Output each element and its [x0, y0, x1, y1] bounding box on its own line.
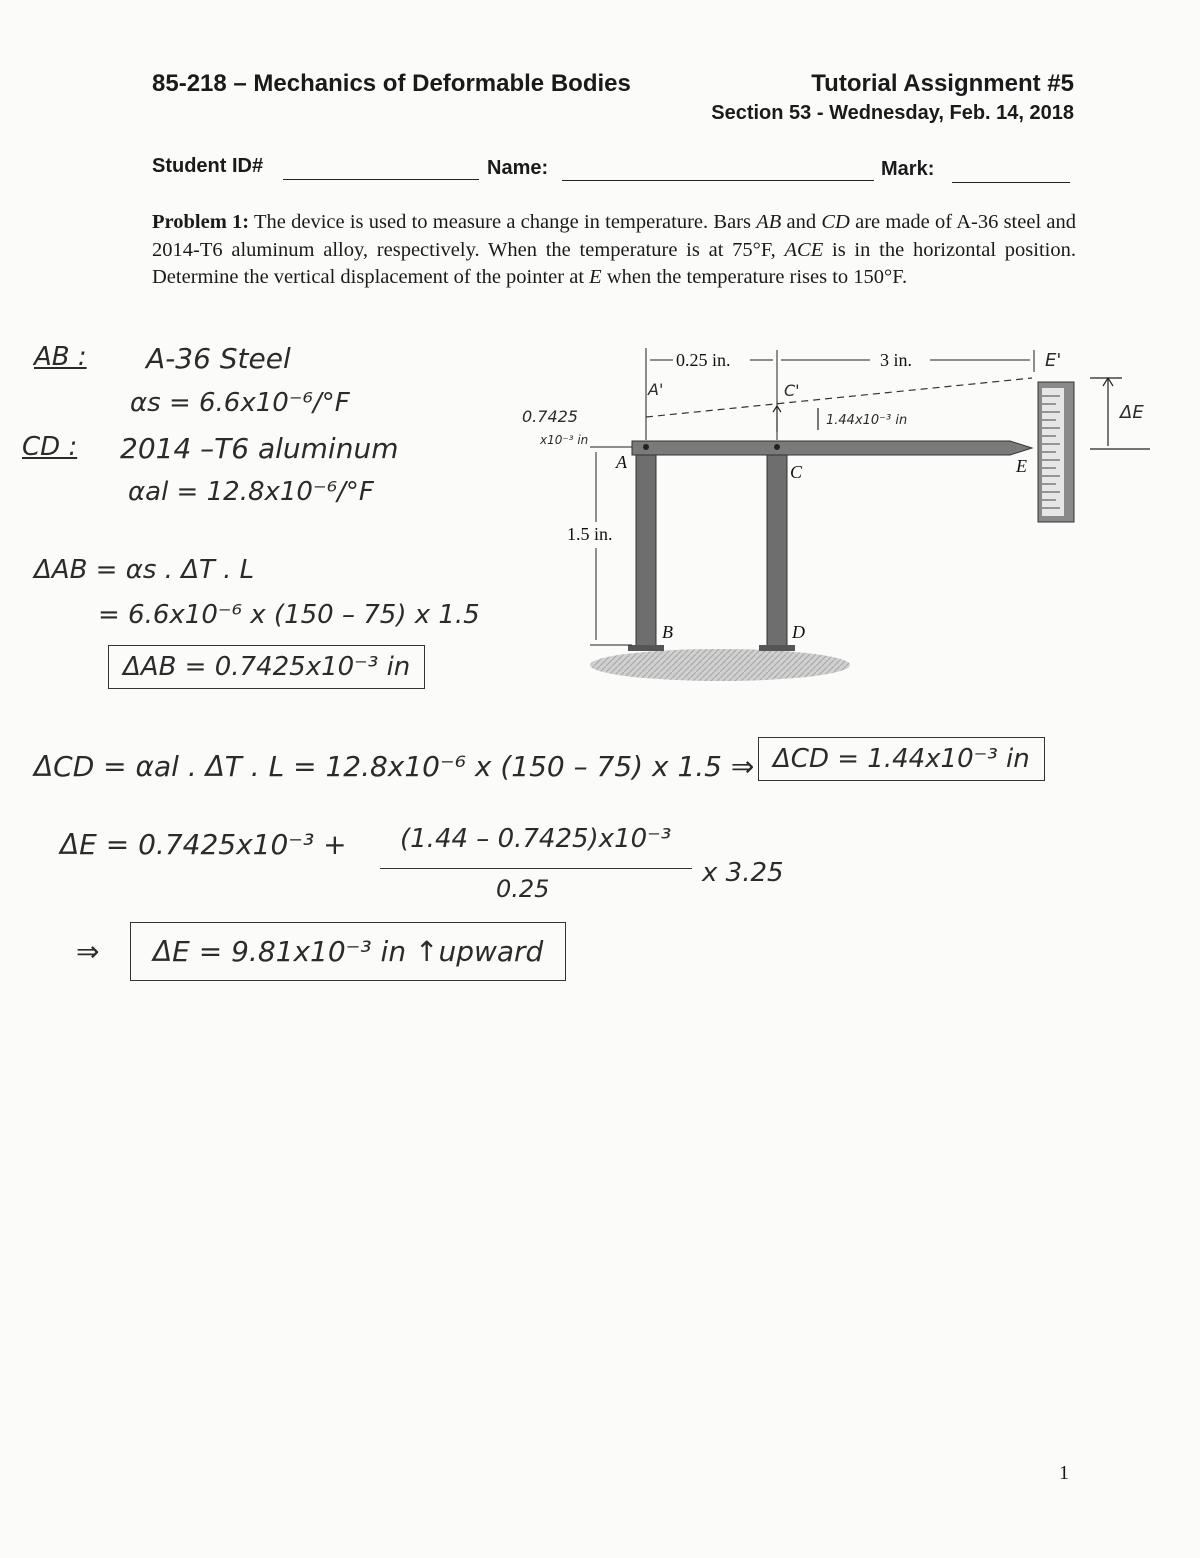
page-number: 1 [1059, 1462, 1069, 1484]
segment-ace: ACE [784, 238, 824, 261]
dim-height: 1.5 in. [567, 524, 613, 544]
annot-a-disp-1: 0.7425 [522, 407, 578, 426]
note-delta-e-numerator: (1.44 – 0.7425)x10⁻³ [400, 824, 672, 854]
annot-delta-e: ΔE [1120, 402, 1144, 423]
point-e: E [589, 266, 602, 288]
bar-cd: CD [821, 211, 850, 233]
implies-arrow: ⇒ [76, 935, 100, 968]
problem-label: Problem 1: [152, 211, 250, 233]
pointer-ace [632, 441, 1032, 455]
label-d: D [792, 622, 805, 642]
note-cd-label: CD : [22, 432, 78, 462]
problem-text-2: and [781, 211, 822, 233]
fraction-bar [380, 868, 692, 869]
note-delta-e-multiplier: x 3.25 [702, 858, 784, 888]
problem-text-3: are made of A-36 steel and 2014-T6 aluminum alloy, respectively. When the temperature is at 75°F, [152, 211, 1076, 261]
note-alpha-steel: αs = 6.6x10⁻⁶/°F [130, 388, 350, 418]
bar-ab: AB [756, 211, 782, 233]
deflected-line [646, 378, 1032, 417]
section-info: Section 53 - Wednesday, Feb. 14, 2018 [711, 102, 1074, 124]
note-delta-ab-formula: ΔAB = αs . ΔT . L [34, 555, 255, 585]
note-alpha-aluminum: αal = 12.8x10⁻⁶/°F [128, 477, 374, 507]
pin-c [774, 444, 780, 450]
bar-cd-shape [767, 450, 787, 650]
label-c: C [790, 462, 803, 482]
annot-c-disp: 1.44x10⁻³ in [826, 413, 908, 428]
note-ab-material: A-36 Steel [146, 342, 291, 375]
label-a: A [616, 452, 627, 472]
note-delta-e-denominator: 0.25 [496, 875, 550, 903]
note-delta-e-result: ΔE = 9.81x10⁻³ in ↑upward [130, 922, 566, 981]
note-delta-e-first-term: ΔE = 0.7425x10⁻³ + [60, 828, 347, 861]
annot-a-prime: A' [648, 380, 664, 399]
foot-b [628, 645, 664, 651]
student-id-label: Student ID# [152, 155, 264, 177]
label-b: B [662, 622, 673, 642]
ground-support [590, 649, 850, 681]
note-cd-material: 2014 –T6 aluminum [120, 432, 399, 465]
note-delta-cd-result: ΔCD = 1.44x10⁻³ in [758, 737, 1045, 781]
annot-e-prime: E' [1045, 350, 1062, 371]
note-ab-label: AB : [34, 342, 87, 372]
annot-a-disp-2: x10⁻³ in [540, 433, 589, 447]
dim-top-left: 0.25 in. [676, 350, 731, 370]
problem-text-4: is in the horizontal position. Determine the vertical displacement of the pointer at [152, 238, 1077, 288]
label-e: E [1016, 456, 1027, 476]
pin-a [643, 444, 649, 450]
dim-top-right: 3 in. [880, 350, 913, 370]
foot-d [759, 645, 795, 651]
mark-label: Mark: [881, 158, 935, 180]
assignment-title: Tutorial Assignment #5 [811, 70, 1074, 97]
note-delta-cd-calculation: ΔCD = αal . ΔT . L = 12.8x10⁻⁶ x (150 – 75) x 1.5 ⇒ [34, 750, 755, 783]
course-title: 85-218 – Mechanics of Deformable Bodies [152, 70, 631, 97]
bar-ab-shape [636, 450, 656, 650]
note-delta-ab-result: ΔAB = 0.7425x10⁻³ in [108, 645, 425, 689]
annot-c-prime: C' [784, 381, 800, 400]
problem-text-1: The device is used to measure a change in temperature. Bars [249, 211, 757, 233]
name-label: Name: [487, 157, 549, 179]
note-delta-ab-substitution: = 6.6x10⁻⁶ x (150 – 75) x 1.5 [98, 600, 480, 630]
problem-text-5: when the temperature rises to 150°F. [601, 266, 908, 288]
